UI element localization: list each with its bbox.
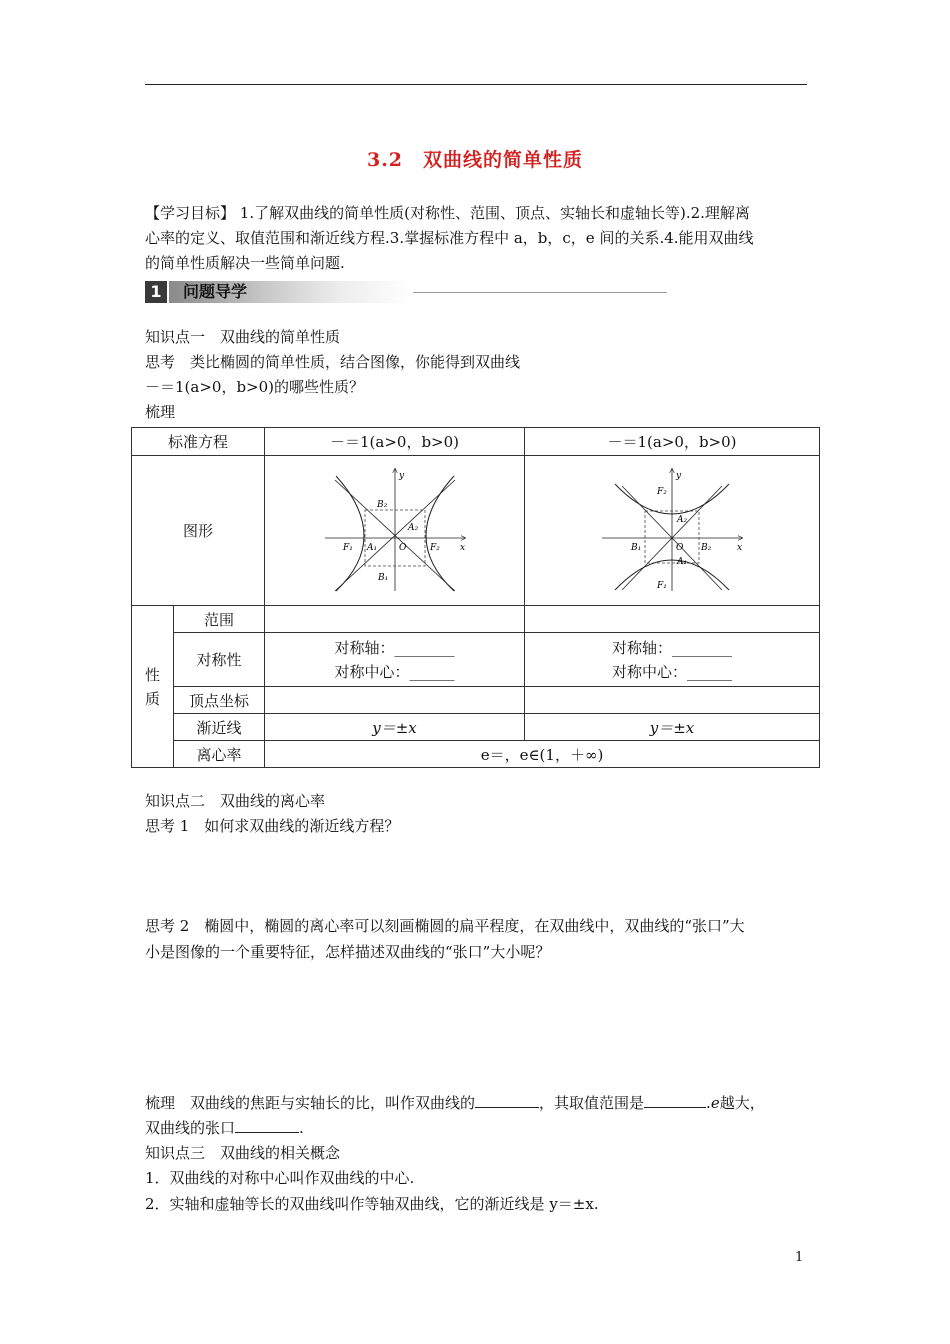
vertices-right-cell (525, 687, 820, 714)
a1-label: A₁ (366, 542, 377, 553)
section-title: 问题导学 (183, 282, 248, 301)
table-row (132, 428, 820, 456)
asymptote-left-cell: y＝±x (265, 714, 525, 741)
a1-label: A₁ (677, 556, 688, 567)
kp3-item-2: 2．实轴和虚轴等长的双曲线叫作等轴双曲线，它的渐近线是 y＝±x. (145, 1195, 599, 1213)
table-row (132, 741, 820, 768)
kp3-heading: 知识点三 双曲线的相关概念 (145, 1144, 341, 1162)
kp1-summary-label: 梳理 (145, 403, 176, 421)
section-number: 1 (145, 281, 167, 303)
hyperbola-horizontal-figure (320, 466, 470, 596)
kp2-think-2-line-1: 思考 2 椭圆中，椭圆的离心率可以刻画椭圆的扁平程度，在双曲线中，双曲线的“张口”大 (145, 917, 745, 935)
kp2-think-1: 思考 1 如何求双曲线的渐近线方程？ (145, 817, 400, 835)
b1-label: B₁ (377, 572, 388, 583)
f1-label: F₁ (342, 542, 353, 553)
asymptote-right-cell: y＝±x (525, 714, 820, 741)
y-axis-label: y (676, 470, 682, 481)
b2-label: B₂ (701, 542, 712, 553)
range-label-cell: 范围 (174, 606, 265, 633)
figure-label-cell: 图形 (132, 456, 265, 606)
f2-label: F₂ (429, 542, 440, 553)
b2-label: B₂ (376, 499, 387, 510)
kp2-think-2-line-2: 小是图像的一个重要特征，怎样描述双曲线的“张口”大小呢？ (145, 943, 551, 961)
page-number: 1 (795, 1250, 804, 1265)
answer-blank (475, 1092, 539, 1108)
eccentricity-value-cell: e＝，e∈(1，＋∞) (265, 741, 820, 768)
objectives-line-2: 心率的定义、取值范围和渐近线方程.3.掌握标准方程中 a，b，c，e 间的关系.4.能用双曲线 (145, 229, 754, 247)
asymptote-label-cell: 渐近线 (174, 714, 265, 741)
origin-label: O (398, 542, 406, 553)
page-title: 3.2 双曲线的简单性质 (366, 149, 584, 171)
f1-label: F₁ (657, 580, 667, 591)
a2-label: A₂ (677, 514, 688, 525)
y-axis-label: y (398, 470, 404, 481)
a2-label: A₂ (407, 522, 418, 533)
table-row (132, 606, 820, 633)
kp2-heading: 知识点二 双曲线的离心率 (145, 792, 326, 810)
f2-label: F₂ (657, 486, 667, 497)
table-row (132, 456, 820, 606)
equation-left-cell: －＝1(a>0，b>0) (265, 428, 525, 456)
symmetry-left-cell: 对称轴：________ 对称中心：______ (265, 633, 525, 687)
section-rule (413, 292, 667, 293)
kp1-think: 思考 类比椭圆的简单性质，结合图像，你能得到双曲线 (145, 353, 521, 371)
eccentricity-label-cell: 离心率 (174, 741, 265, 768)
table-row (132, 633, 820, 687)
answer-blank (235, 1117, 299, 1133)
b1-label: B₁ (631, 542, 642, 553)
x-axis-label: x (737, 542, 743, 553)
x-axis-label: x (459, 542, 465, 553)
equation-right-cell: －＝1(a>0，b>0) (525, 428, 820, 456)
kp1-heading: 知识点一 双曲线的简单性质 (145, 328, 341, 346)
origin-label: O (676, 542, 684, 553)
kp1-equation-line: －＝1(a>0，b>0)的哪些性质？ (145, 378, 365, 396)
range-right-cell (525, 606, 820, 633)
header-label-cell: 标准方程 (132, 428, 265, 456)
properties-table (131, 427, 820, 768)
properties-label-cell: 性质 (132, 606, 174, 768)
kp2-summary-line-1: 梳理 双曲线的焦距与实轴长的比，叫作双曲线的 ，其取值范围是 .e越大， (145, 1094, 765, 1112)
table-row (132, 687, 820, 714)
header-rule (145, 84, 807, 85)
range-left-cell (265, 606, 525, 633)
figure-left-cell (265, 456, 525, 606)
objectives-line-3: 的简单性质解决一些简单问题. (145, 254, 345, 272)
objectives-line-1: 【学习目标】 1.了解双曲线的简单性质(对称性、范围、顶点、实轴长和虚轴长等).2.理解离 (145, 204, 750, 222)
figure-right-cell (525, 456, 820, 606)
table-row (132, 714, 820, 741)
kp2-summary-line-2: 双曲线的张口 . (145, 1119, 304, 1137)
hyperbola-vertical-figure (597, 466, 747, 596)
symmetry-right-cell: 对称轴：________ 对称中心：______ (525, 633, 820, 687)
vertices-left-cell (265, 687, 525, 714)
kp3-item-1: 1．双曲线的对称中心叫作双曲线的中心. (145, 1169, 415, 1187)
symmetry-label-cell: 对称性 (174, 633, 265, 687)
objectives-label: 【学习目标】 (145, 204, 236, 222)
vertices-label-cell: 顶点坐标 (174, 687, 265, 714)
answer-blank (644, 1092, 706, 1108)
